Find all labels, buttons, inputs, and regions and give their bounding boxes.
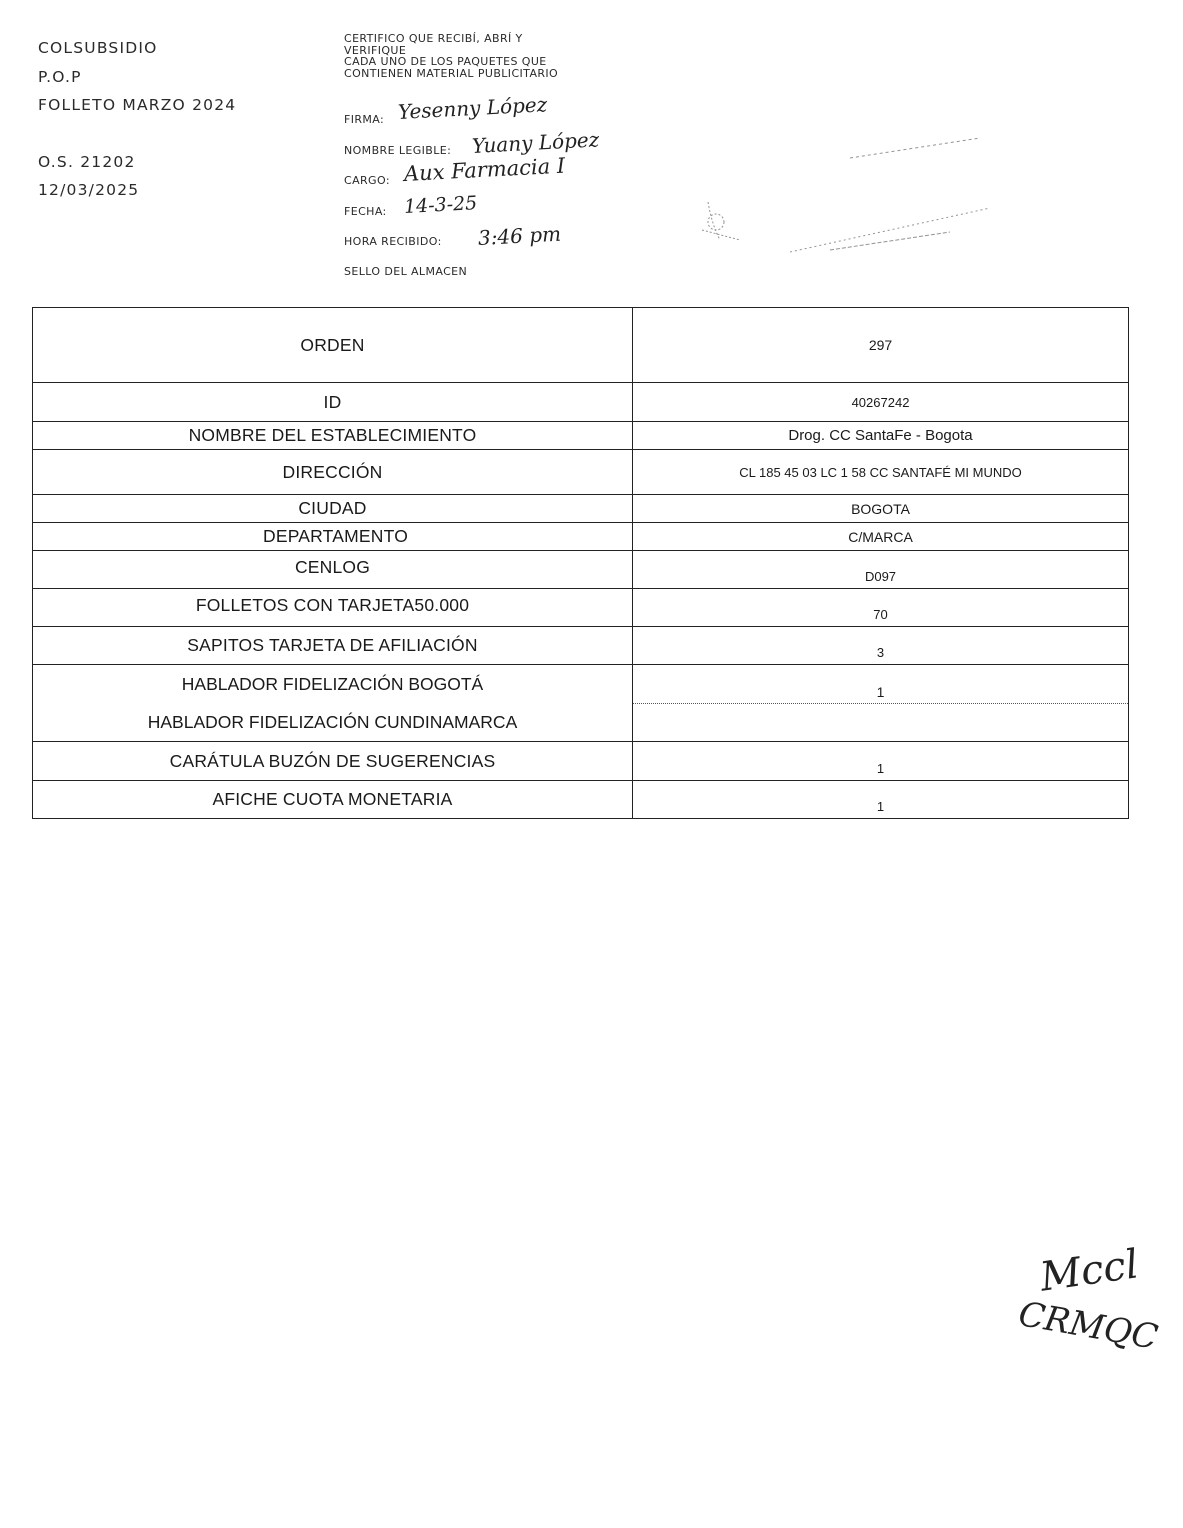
nombre-label: NOMBRE LEGIBLE:	[344, 144, 452, 157]
org-name: COLSUBSIDIO	[38, 39, 158, 57]
row-label: CENLOG	[33, 551, 633, 588]
row-value: Drog. CC SantaFe - Bogota	[788, 427, 973, 444]
row-value: D097	[864, 569, 897, 584]
row-value: 297	[868, 337, 893, 353]
table-row	[33, 588, 1128, 626]
store-stamp	[680, 130, 1000, 280]
hablador-bogota-value: 1	[633, 665, 1128, 704]
row-value: C/MARCA	[848, 528, 913, 545]
row-label: NOMBRE DEL ESTABLECIMIENTO	[33, 422, 633, 449]
fecha-label: FECHA:	[344, 205, 387, 218]
hablador-cundinamarca-value	[633, 704, 1128, 742]
row-label: CIUDAD	[33, 495, 633, 522]
row-value: BOGOTA	[851, 500, 910, 517]
row-label: SAPITOS TARJETA DE AFILIACIÓN	[33, 627, 633, 664]
cargo-label: CARGO:	[344, 174, 390, 187]
certificate-line: CADA UNO DE LOS PAQUETES QUE	[344, 55, 547, 68]
table-row	[33, 421, 1128, 449]
row-label: DEPARTAMENTO	[33, 523, 633, 550]
fecha-value: 14-3-25	[403, 192, 478, 218]
hora-value: 3:46 pm	[477, 221, 562, 250]
hablador-bogota-label: HABLADOR FIDELIZACIÓN BOGOTÁ	[181, 673, 484, 694]
hablador-values	[633, 665, 1128, 741]
sello-label: SELLO DEL ALMACEN	[344, 265, 468, 278]
nombre-value: Yuany López	[471, 127, 600, 158]
row-value: 1	[876, 799, 885, 814]
cargo-value: Aux Farmacia I	[403, 153, 566, 186]
table-row	[33, 449, 1128, 494]
table-row-hablador	[33, 664, 1128, 741]
row-value: 40267242	[851, 394, 910, 410]
hora-label: HORA RECIBIDO:	[344, 235, 442, 248]
folleto-title: FOLLETO MARZO 2024	[38, 96, 237, 114]
row-label: AFICHE CUOTA MONETARIA	[33, 781, 633, 818]
row-label: DIRECCIÓN	[33, 450, 633, 494]
row-value: CL 185 45 03 LC 1 58 CC SANTAFÉ MI MUNDO	[739, 464, 1022, 480]
row-value: 3	[876, 645, 885, 660]
handwritten-note-line1: Mccl	[1037, 1241, 1142, 1301]
row-value: 70	[873, 607, 888, 622]
table-row	[33, 522, 1128, 550]
firma-label: FIRMA:	[344, 113, 385, 126]
table-row	[33, 382, 1128, 421]
row-label: ORDEN	[33, 308, 633, 382]
row-value: 1	[876, 761, 885, 776]
table-row	[33, 626, 1128, 664]
row-label: CARÁTULA BUZÓN DE SUGERENCIAS	[33, 742, 633, 780]
certificate-line: CERTIFICO QUE RECIBÍ, ABRÍ Y	[344, 32, 523, 45]
hablador-labels	[33, 665, 633, 741]
table-row	[33, 550, 1128, 588]
table-row	[33, 494, 1128, 522]
table-row	[33, 780, 1128, 818]
handwritten-note-line2: CRMQC	[1015, 1294, 1161, 1358]
firma-signature: Yesenny López	[397, 92, 548, 124]
certificate-line: VERIFIQUE	[344, 43, 407, 57]
table-row	[33, 308, 1128, 382]
os-number: O.S. 21202	[38, 152, 136, 171]
pop-label: P.O.P	[38, 67, 82, 86]
header-info	[38, 34, 236, 205]
table-row	[33, 741, 1128, 780]
row-label: ID	[33, 383, 633, 421]
header-date: 12/03/2025	[38, 181, 140, 199]
row-label: FOLLETOS CON TARJETA50.000	[33, 589, 633, 626]
certificate-line: CONTIENEN MATERIAL PUBLICITARIO	[344, 66, 559, 80]
order-table	[32, 307, 1129, 819]
certificate-text	[344, 33, 558, 79]
hablador-cundinamarca-label: HABLADOR FIDELIZACIÓN CUNDINAMARCA	[147, 711, 518, 732]
